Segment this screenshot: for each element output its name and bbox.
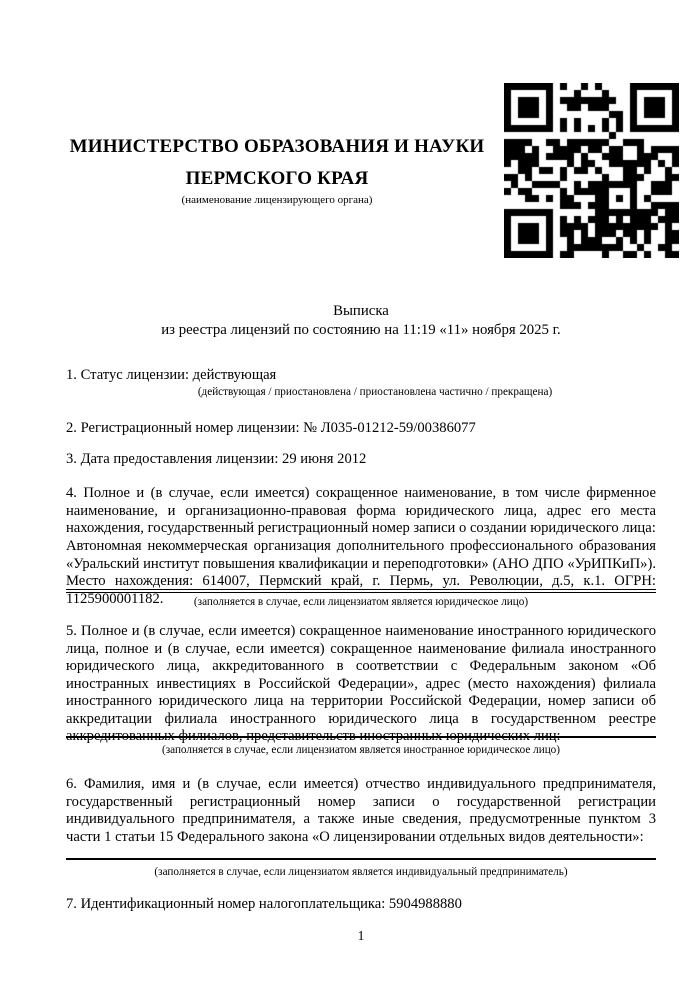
- field-legal-entity-label: 4. Полное и (в случае, если имеется) сокращенное наименование, в том числе фирменное наименование, и организационно-правовая форма юридического лица, адрес его места нахождения, государственный регистрационный номер записи о создании юридического лица:: [66, 485, 656, 536]
- field-foreign-entity-note: (заполняется в случае, если лицензиатом является иностранное юридическое лицо): [161, 744, 560, 756]
- field-registration-number: 2. Регистрационный номер лицензии: № Л035-01212-59/00386077: [66, 420, 476, 436]
- document-title-line1: Выписка: [333, 303, 389, 319]
- field-legal-entity: [66, 485, 656, 538]
- legal-entity-fill-line: [66, 589, 656, 593]
- field-entrepreneur: 6. Фамилия, имя и (в случае, если имеется) отчество индивидуального предпринимателя, государственный регистрационный номер записи о государственной регистрации индивидуального предпринимателя, а также иные сведения, предусмотренные пунктом 3 части 1 статьи 15 Федерального закона «О лицензировании отдельных видов деятельности»:: [66, 776, 656, 845]
- field-entrepreneur-note: (заполняется в случае, если лицензиатом является индивидуальный предприниматель): [154, 866, 568, 878]
- field-grant-date: 3. Дата предоставления лицензии: 29 июня 2012: [66, 451, 367, 467]
- page-number: 1: [357, 928, 365, 943]
- field-inn: 7. Идентификационный номер налогоплательщика: 5904988880: [66, 896, 462, 912]
- foreign-entity-fill-line: [66, 736, 656, 738]
- ministry-name-line1: МИНИСТЕРСТВО ОБРАЗОВАНИЯ И НАУКИ: [69, 136, 485, 157]
- field-foreign-entity: 5. Полное и (в случае, если имеется) сокращенное наименование иностранного юридического лица, полное и (в случае, если имеется) сокращенное наименование филиала иностранного юридического лица, аккредитованного в соответствии с Федеральным законом «Об иностранных инвестициях в Российской Федерации», адрес (место нахождения) филиала иностранного юридического лица на территории Российской Федерации, номер записи об аккредитации филиала иностранного юридического лица в государственном реестре аккредитованных филиалов, представительств иностранных юридических лиц:: [66, 623, 656, 744]
- ministry-name-note: (наименование лицензирующего органа): [181, 194, 373, 206]
- ministry-name-line2: ПЕРМСКОГО КРАЯ: [185, 168, 369, 189]
- entrepreneur-fill-line: [66, 858, 656, 860]
- field-legal-entity-note: (заполняется в случае, если лицензиатом является юридическое лицо): [193, 596, 529, 608]
- field-license-status: 1. Статус лицензии: действующая: [66, 367, 277, 383]
- document-title-line2: из реестра лицензий по состоянию на 11:19 «11» ноября 2025 г.: [161, 321, 561, 338]
- ministry-name: [66, 131, 488, 195]
- field-legal-entity-value: Автономная некоммерческая организация дополнительного профессионального образования «Уральский институт повышения квалификации и переподготовки» (АНО ДПО «УрИПКиП»). Место нахождения: 614007, Пермский край, г. Пермь, ул. Революции, д.5, к.1. ОГРН: 1125900001182.: [66, 538, 656, 607]
- document-title: [66, 302, 656, 339]
- qr-code-icon: [504, 83, 679, 258]
- field-license-status-note: (действующая / приостановлена / приостановлена частично / прекращена): [197, 386, 553, 398]
